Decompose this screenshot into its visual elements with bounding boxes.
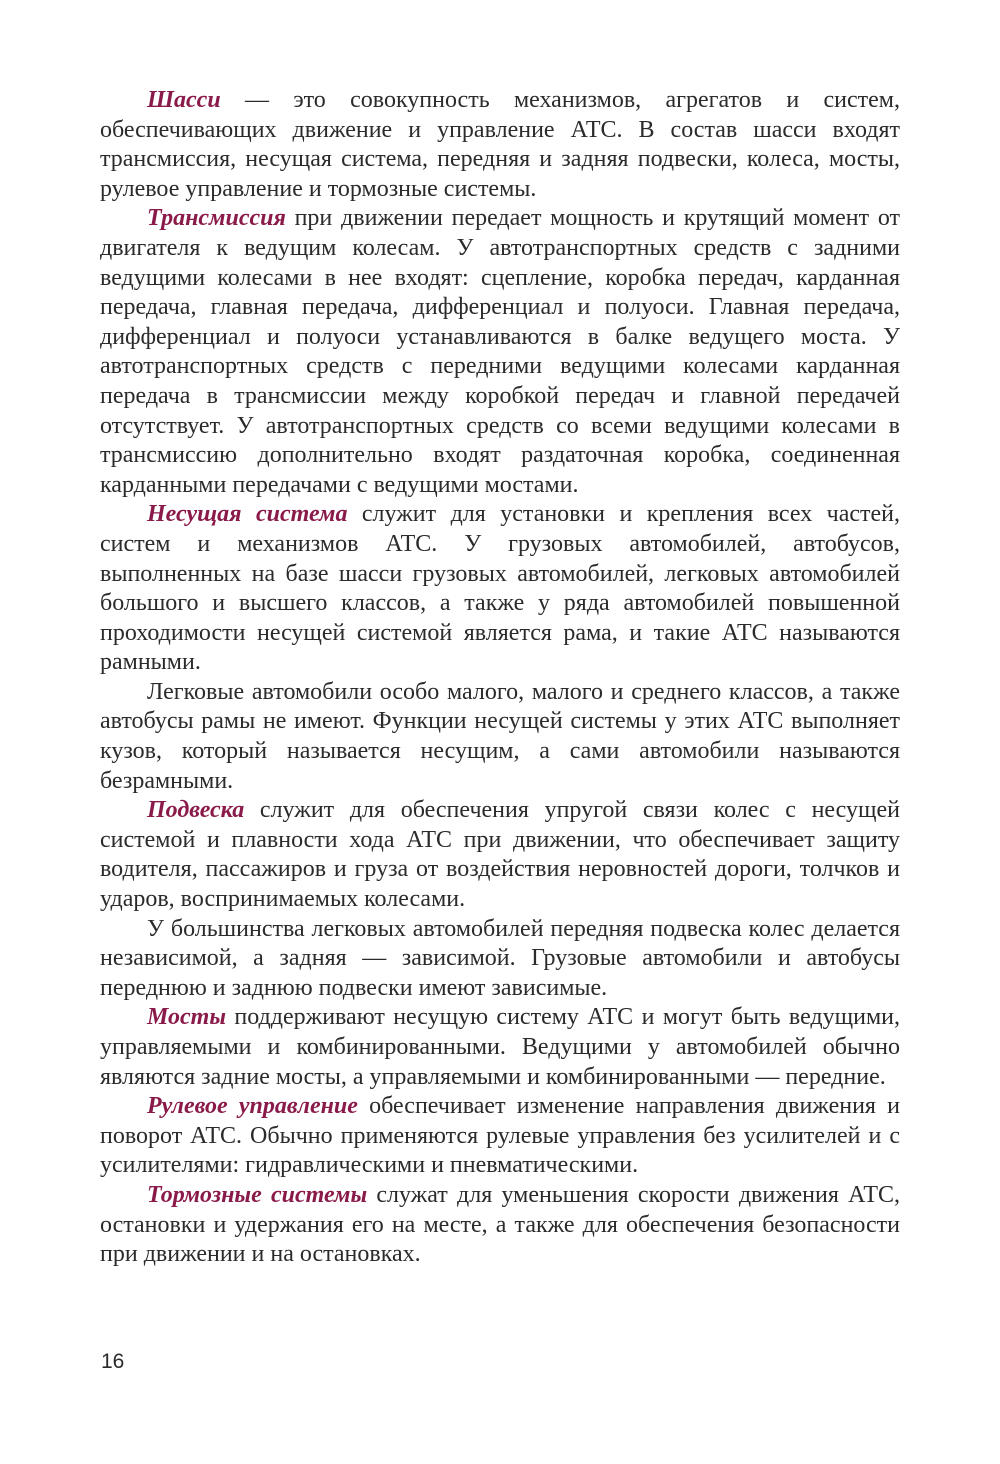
paragraph-text: служат для уменьшения скорости движения АТС, остановки и удержания его на месте, а также для обеспечения безопасности при движении и на остановках.	[100, 1181, 900, 1268]
term-chassis: Шасси	[147, 87, 221, 113]
paragraph-text: Легковые автомобили особо малого, малого и среднего классов, а также автобусы рамы не имеют. Функции несущей системы у этих АТС выполняет кузов, который называется несущим, а сами автомобили называются безрамными.	[100, 678, 900, 794]
paragraph-transmission	[100, 204, 900, 500]
term-load-bearing-system: Несущая система	[147, 501, 348, 528]
paragraph-text: служит для установки и крепления всех частей, систем и механизмов АТС. У грузовых автомобилей, автобусов, выполненных на базе шасси грузовых автомобилей, легковых автомобилей большого и высшего классов, а также у ряда автомобилей повышенной проходимости несущей системой является рама, и такие АТС называются рамными.	[100, 501, 901, 676]
paragraph-text: поддерживают несущую систему АТС и могут быть ведущими, управляемыми и комбинированными. Ведущими у автомобилей обычно являются задние мосты, а управляемыми и комбинированными — передние.	[100, 1004, 900, 1090]
paragraph-suspension-types	[100, 915, 900, 1004]
paragraph-load-bearing-system	[100, 500, 900, 678]
paragraph-text: при движении передает мощность и крутящий момент от двигателя к ведущим колесам. У автотранспортных средств с задними ведущими колесами в нее входят: сцепление, коробка передач, карданная передача, главная передача, дифференциал и полуоси. Главная передача, дифференциал и полуоси устанавливаются в балке ведущего моста. У автотранспортных средств с передними ведущими колесами карданная передача в трансмиссии между коробкой передач и главной передачей отсутствует. У автотранспортных средств со всеми ведущими колесами в трансмиссию дополнительно входят раздаточная коробка, соединенная карданными передачами с ведущими мостами.	[100, 205, 900, 498]
paragraph-axles	[100, 1003, 900, 1092]
term-axles: Мосты	[147, 1004, 226, 1031]
paragraph-text: служит для обеспечения упругой связи колес с несущей системой и плавности хода АТС при движении, что обеспечивает защиту водителя, пассажиров и груза от воздействия неровностей дороги, толчков и ударов, воспринимаемых колесами.	[100, 797, 900, 913]
paragraph-text: обеспечивает изменение направления движения и поворот АТС. Обычно применяются рулевые управления без усилителей и с усилителями: гидравлическими и пневматическими.	[100, 1093, 901, 1179]
paragraph-brakes	[100, 1181, 900, 1270]
paragraph-frameless-cars	[100, 678, 900, 796]
term-suspension: Подвеска	[147, 797, 245, 824]
page-number: 16	[101, 1350, 125, 1373]
term-steering: Рулевое управление	[147, 1093, 358, 1120]
paragraph-text: — это совокупность механизмов, агрегатов и систем, обеспечивающих движение и управление АТС. В состав шасси входят трансмиссия, несущая система, передняя и задняя подвески, колеса, мосты, рулевое управление и тормозные системы.	[100, 87, 900, 202]
paragraph-steering	[100, 1092, 900, 1181]
paragraph-chassis	[100, 86, 900, 204]
paragraph-text: У большинства легковых автомобилей передняя подвеска колес делается независимой, а задняя — зависимой. Грузовые автомобили и автобусы переднюю и заднюю подвески имеют зависимые.	[100, 915, 900, 1001]
term-brakes: Тормозные системы	[147, 1181, 368, 1208]
paragraph-suspension	[100, 796, 900, 914]
page-body	[100, 86, 900, 1270]
term-transmission: Трансмиссия	[147, 205, 286, 232]
